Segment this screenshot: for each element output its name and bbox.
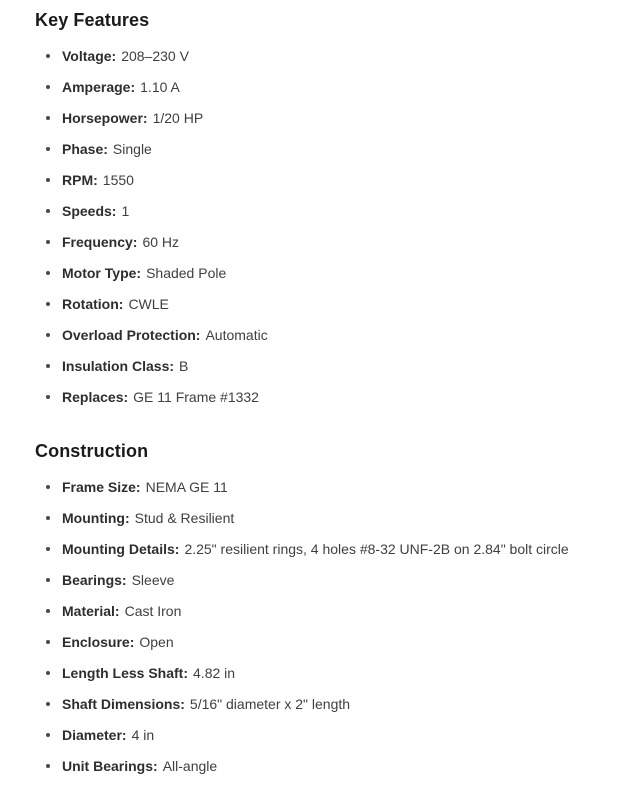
spec-label: Horsepower: (62, 110, 148, 126)
spec-label: Bearings: (62, 572, 127, 588)
spec-label: Length Less Shaft: (62, 665, 189, 681)
bullet-icon (46, 609, 50, 613)
spec-label: Phase: (62, 141, 108, 157)
spec-value: 1.10 A (140, 79, 180, 95)
spec-value: 4.82 in (193, 665, 236, 681)
bullet-icon (46, 116, 50, 120)
spec-list-item (35, 325, 600, 345)
spec-value: B (179, 358, 189, 374)
spec-label: Motor Type: (62, 265, 142, 281)
bullet-icon (46, 364, 50, 368)
spec-list-item (35, 477, 600, 497)
spec-value: All-angle (162, 758, 218, 774)
spec-list-item (35, 263, 600, 283)
bullet-icon (46, 578, 50, 582)
spec-value: 208–230 V (121, 48, 189, 64)
bullet-icon (46, 54, 50, 58)
spec-label: Enclosure: (62, 634, 135, 650)
spec-list-item (35, 46, 600, 66)
spec-label: Mounting Details: (62, 541, 180, 557)
spec-list-item (35, 356, 600, 376)
spec-label: Unit Bearings: (62, 758, 158, 774)
spec-label: Overload Protection: (62, 327, 201, 343)
bullet-icon (46, 395, 50, 399)
spec-value: Shaded Pole (146, 265, 227, 281)
spec-label: Material: (62, 603, 120, 619)
bullet-icon (46, 178, 50, 182)
spec-list-item (35, 725, 600, 745)
spec-value: GE 11 Frame #1332 (133, 389, 259, 405)
spec-list-item (35, 201, 600, 221)
spec-label: Shaft Dimensions: (62, 696, 185, 712)
spec-list-item (35, 663, 600, 683)
section-title: Construction (35, 441, 149, 461)
spec-label: Amperage: (62, 79, 136, 95)
spec-list-item (35, 694, 600, 714)
spec-list-item (35, 139, 600, 159)
spec-list-item (35, 232, 600, 252)
spec-list (35, 46, 600, 407)
spec-value: Open (139, 634, 174, 650)
bullet-icon (46, 85, 50, 89)
spec-list-item (35, 508, 600, 528)
spec-section (35, 8, 600, 407)
spec-list (35, 477, 600, 776)
spec-list-item (35, 108, 600, 128)
spec-label: Diameter: (62, 727, 127, 743)
spec-label: RPM: (62, 172, 98, 188)
spec-value: 1550 (102, 172, 134, 188)
spec-value: Sleeve (131, 572, 175, 588)
spec-list-item (35, 632, 600, 652)
spec-value: 2.25" resilient rings, 4 holes #8-32 UNF-2B on 2.84" bolt circle (184, 541, 569, 557)
spec-list-item (35, 601, 600, 621)
bullet-icon (46, 209, 50, 213)
spec-value: 5/16" diameter x 2" length (189, 696, 351, 712)
spec-value: 1/20 HP (152, 110, 204, 126)
bullet-icon (46, 302, 50, 306)
spec-label: Mounting: (62, 510, 130, 526)
spec-value: 60 Hz (142, 234, 180, 250)
spec-label: Voltage: (62, 48, 117, 64)
spec-section (35, 439, 600, 776)
spec-value: Single (112, 141, 152, 157)
bullet-icon (46, 240, 50, 244)
spec-list-item (35, 77, 600, 97)
bullet-icon (46, 640, 50, 644)
spec-label: Frequency: (62, 234, 138, 250)
spec-value: Cast Iron (124, 603, 182, 619)
section-title: Key Features (35, 10, 150, 30)
spec-list-item (35, 539, 600, 559)
bullet-icon (46, 147, 50, 151)
spec-list-item (35, 170, 600, 190)
bullet-icon (46, 516, 50, 520)
spec-label: Insulation Class: (62, 358, 175, 374)
spec-label: Rotation: (62, 296, 124, 312)
spec-value: NEMA GE 11 (145, 479, 228, 495)
spec-label: Frame Size: (62, 479, 141, 495)
bullet-icon (46, 333, 50, 337)
spec-value: CWLE (128, 296, 169, 312)
spec-value: 1 (121, 203, 130, 219)
spec-label: Replaces: (62, 389, 129, 405)
bullet-icon (46, 271, 50, 275)
bullet-icon (46, 764, 50, 768)
spec-list-item (35, 387, 600, 407)
spec-value: Stud & Resilient (134, 510, 235, 526)
spec-value: Automatic (205, 327, 268, 343)
bullet-icon (46, 547, 50, 551)
spec-list-item (35, 756, 600, 776)
spec-list-item (35, 570, 600, 590)
spec-list-item (35, 294, 600, 314)
bullet-icon (46, 485, 50, 489)
bullet-icon (46, 671, 50, 675)
spec-value: 4 in (131, 727, 155, 743)
bullet-icon (46, 702, 50, 706)
bullet-icon (46, 733, 50, 737)
spec-label: Speeds: (62, 203, 117, 219)
